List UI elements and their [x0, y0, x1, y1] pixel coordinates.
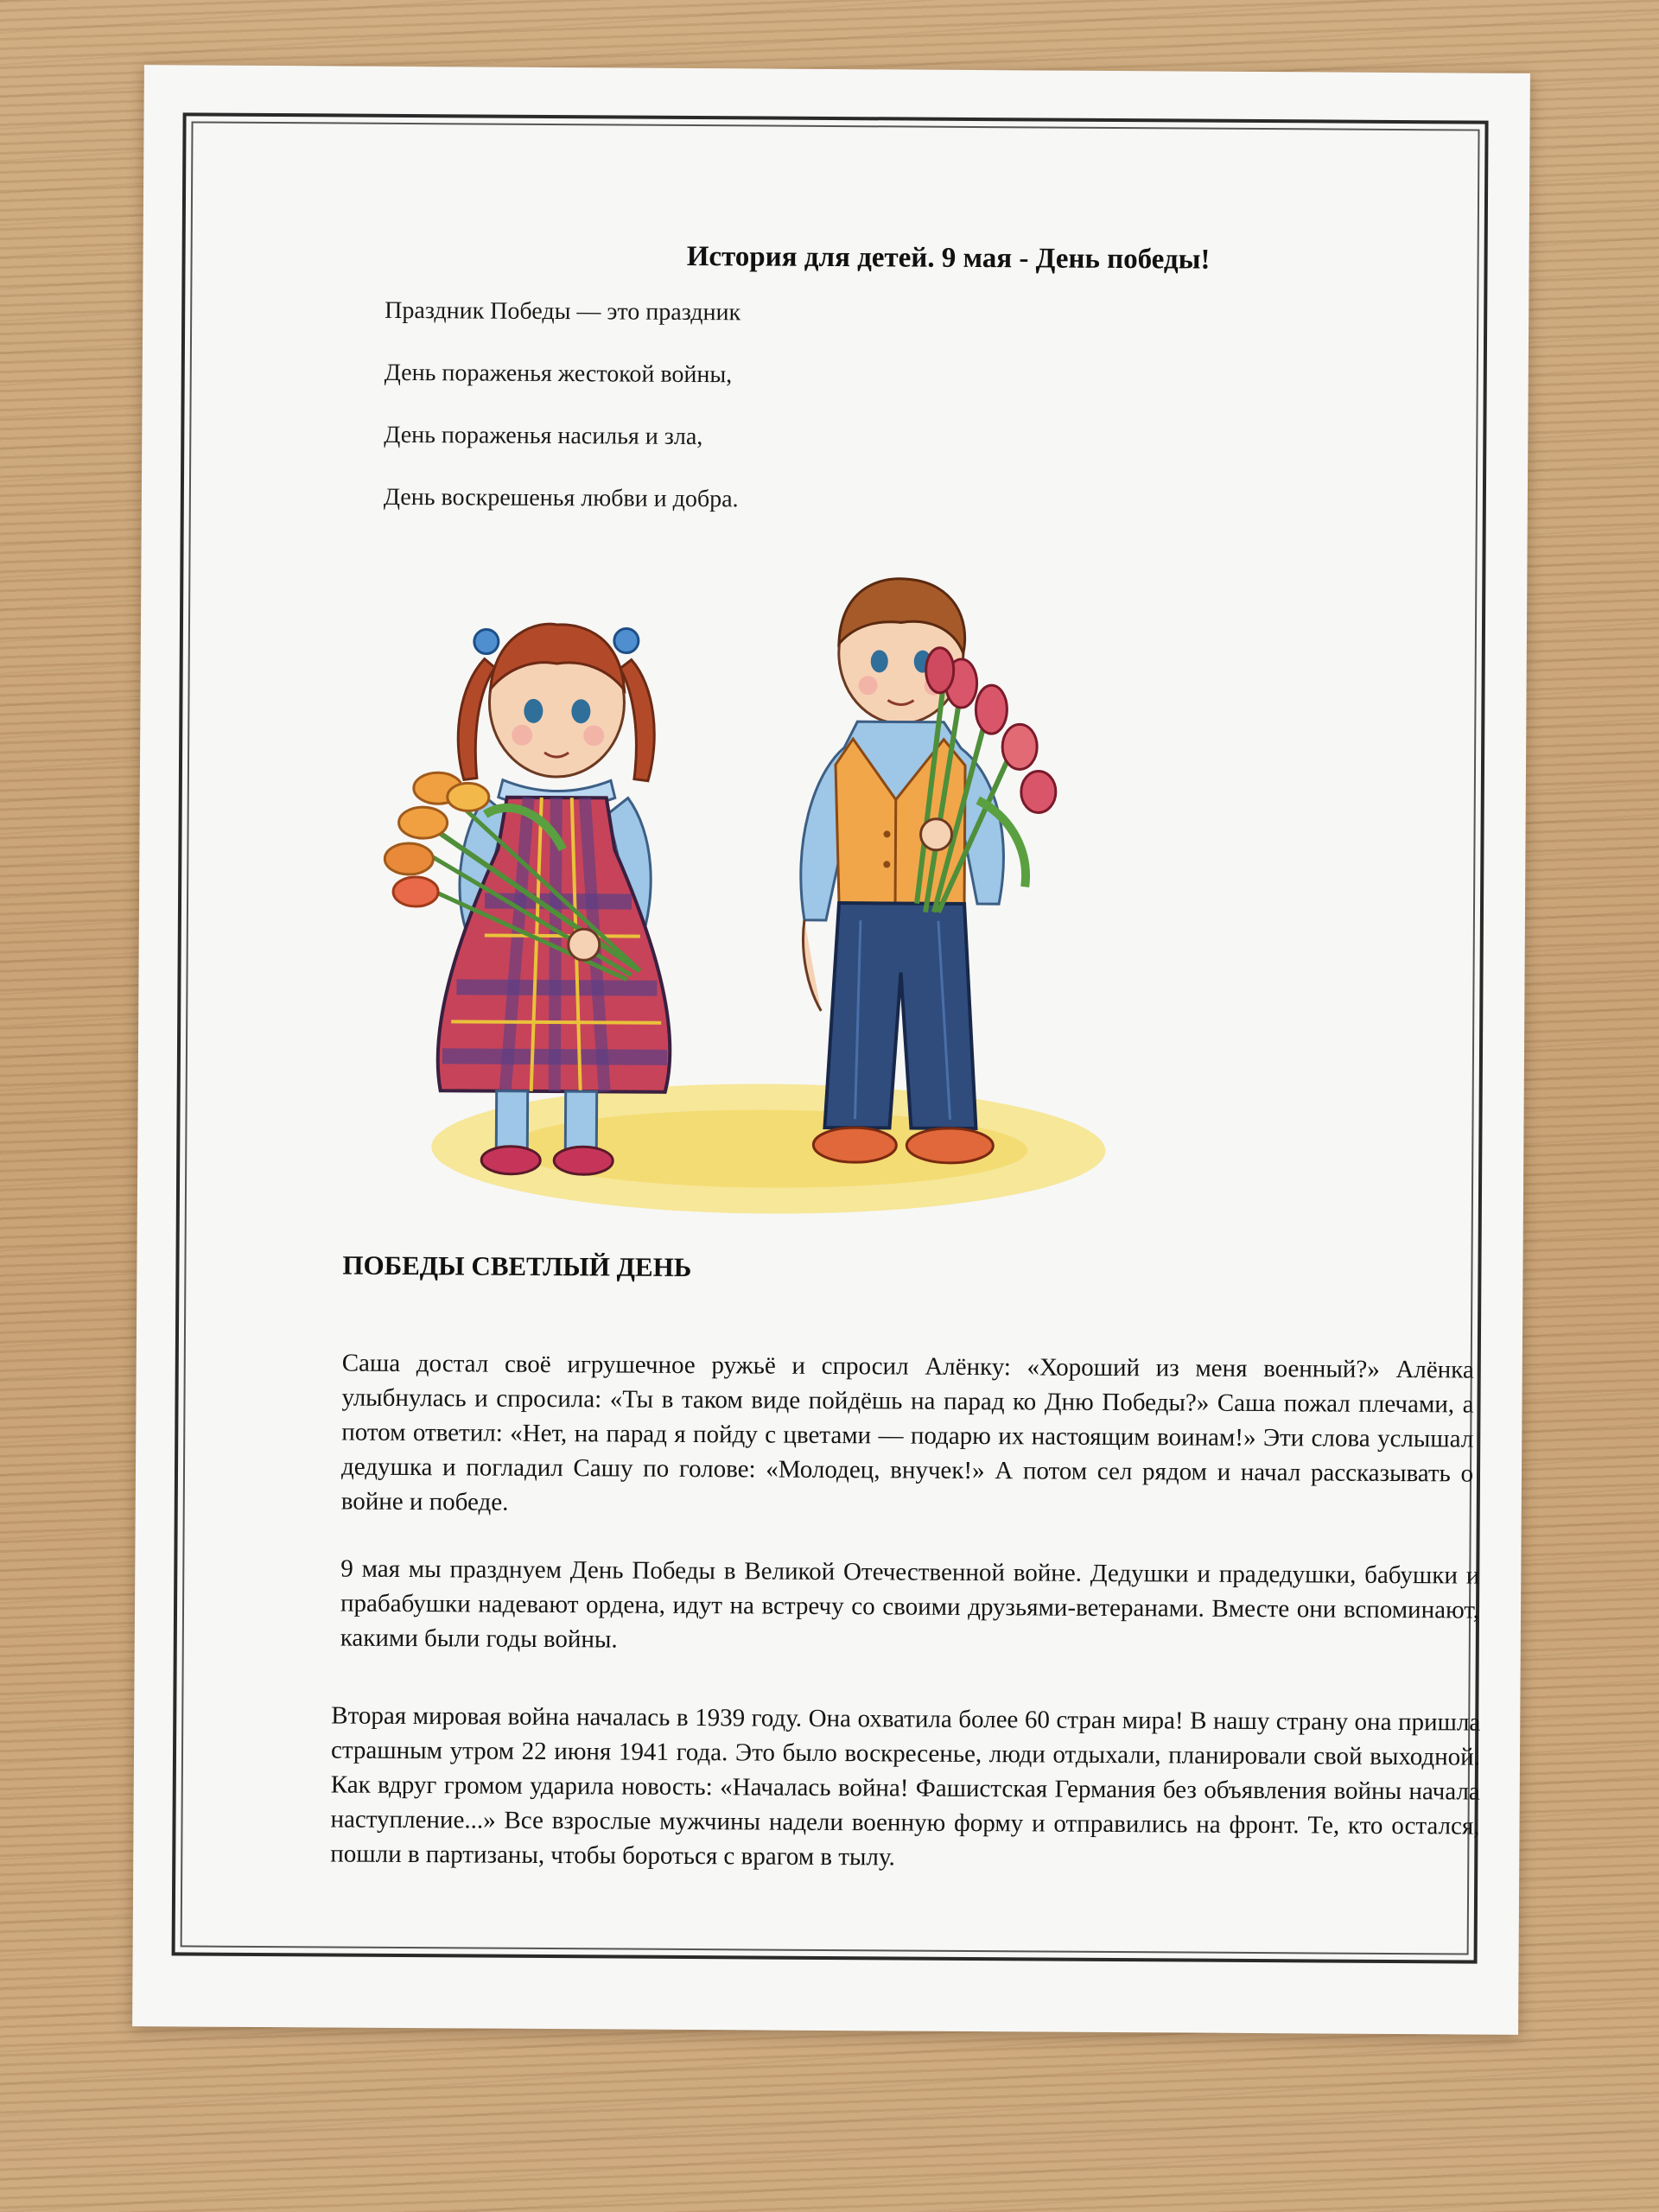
section-heading: ПОБЕДЫ СВЕТЛЫЙ ДЕНЬ [342, 1249, 692, 1283]
paragraph-3: Вторая мировая война началась в 1939 году. Она охватила более 60 стран мира! В нашу страну она пришла страшным утром 22 июня 1941 года. Это было воскресенье, люди отдыхали, планировали свой выходной. Как вдруг громом ударила новость: «Началась война! Фашистская Германия без объявления войны начала наступление...» Все взрослые мужчины надели военную форму и отправились на фронт. Те, кто остался, пошли в партизаны, чтобы бороться с врагом в тылу. [330, 1701, 1481, 1872]
poem-line-4: День воскрешенья любви и добра. [383, 483, 739, 513]
paragraph-2: 9 мая мы празднуем День Победы в Великой Отечественной войне. Дедушки и прадедушки, бабушки и прабабушки надевают ордена, идут на встречу со своими друзьями-ветеранами. Вместе они вспоминают, какими были годы войны. [340, 1554, 1480, 1654]
boy-with-tulips-icon [799, 578, 1058, 1164]
poem-line-1: Праздник Победы — это праздник [385, 296, 741, 327]
paragraph-1: Саша достал своё игрушечное ружьё и спросил Алёнку: «Хороший из меня военный?» Алёнка улыбнулась и спросила: «Ты в таком виде пойдёшь на парад ко Дню Победы?» Саша пожал плечами, а потом ответил: «Нет, на парад я пойду с цветами — подарю их настоящим воинам!» Эти слова услышал дедушка и погладил Сашу по голове: «Молодец, внучек!» А потом сел рядом и начал рассказывать о войне и победе. [340, 1349, 1474, 1516]
girl-with-tulips-icon [383, 623, 672, 1175]
paper-sheet [132, 65, 1530, 2035]
poem [384, 298, 741, 550]
poem-line-2: День пораженья жестокой войны, [384, 359, 733, 389]
children-illustration [353, 537, 1187, 1217]
document-title: История для детей. 9 мая - День победы! [686, 240, 1211, 276]
poem-line-3: День пораженья насилья и зла, [384, 421, 703, 451]
